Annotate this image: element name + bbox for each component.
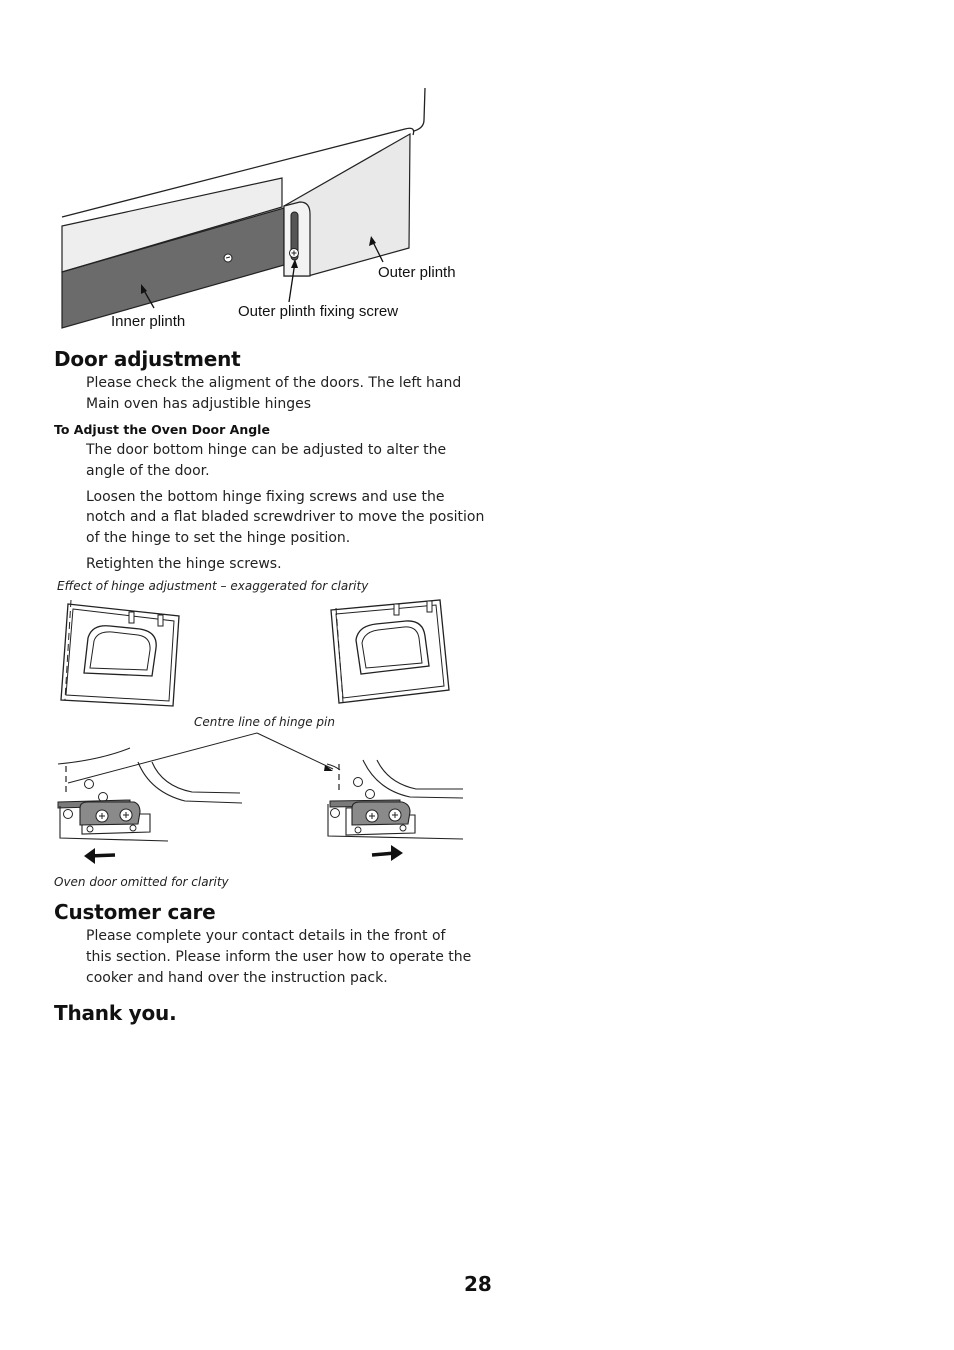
door-right-tilted bbox=[331, 600, 449, 703]
customer-care-line: Please complete your contact details in the front of bbox=[86, 928, 446, 944]
oven-door-angle-subheading: To Adjust the Oven Door Angle bbox=[54, 422, 270, 437]
door-angle-illustration bbox=[0, 590, 954, 880]
door-adjustment-intro-line: Please check the aligment of the doors. The left hand bbox=[86, 375, 462, 391]
customer-care-heading: Customer care bbox=[54, 900, 216, 924]
label-inner-plinth: Inner plinth bbox=[111, 313, 186, 330]
thank-you-heading: Thank you. bbox=[54, 1001, 177, 1025]
instruction-line: angle of the door. bbox=[86, 463, 210, 479]
customer-care-line: cooker and hand over the instruction pack. bbox=[86, 970, 388, 986]
instruction-line: The door bottom hinge can be adjusted to alter the bbox=[86, 442, 447, 458]
instruction-line: Retighten the hinge screws. bbox=[86, 556, 282, 572]
instruction-line: Loosen the bottom hinge fixing screws and use the bbox=[86, 489, 445, 505]
hinge-figure-caption-bottom: Oven door omitted for clarity bbox=[54, 875, 229, 889]
label-outer-plinth: Outer plinth bbox=[378, 264, 456, 281]
door-adjustment-intro-line: Main oven has adjustible hinges bbox=[86, 396, 312, 412]
hinge-figure-caption-top: Effect of hinge adjustment – exaggerated for clarity bbox=[57, 579, 369, 593]
label-outer-plinth-fixing-screw: Outer plinth fixing screw bbox=[238, 303, 399, 320]
door-adjustment-heading: Door adjustment bbox=[54, 347, 241, 371]
customer-care-line: this section. Please inform the user how to operate the bbox=[86, 949, 472, 965]
page-number: 28 bbox=[464, 1272, 492, 1296]
instruction-line: notch and a flat bladed screwdriver to move the position bbox=[86, 509, 485, 525]
plinth-illustration bbox=[0, 0, 954, 340]
instruction-line: of the hinge to set the hinge position. bbox=[86, 530, 351, 546]
door-left-tilted bbox=[61, 600, 179, 706]
hinge-left bbox=[58, 748, 242, 864]
hinge-pin-centre-caption: Centre line of hinge pin bbox=[194, 715, 335, 729]
hinge-right bbox=[327, 760, 463, 861]
